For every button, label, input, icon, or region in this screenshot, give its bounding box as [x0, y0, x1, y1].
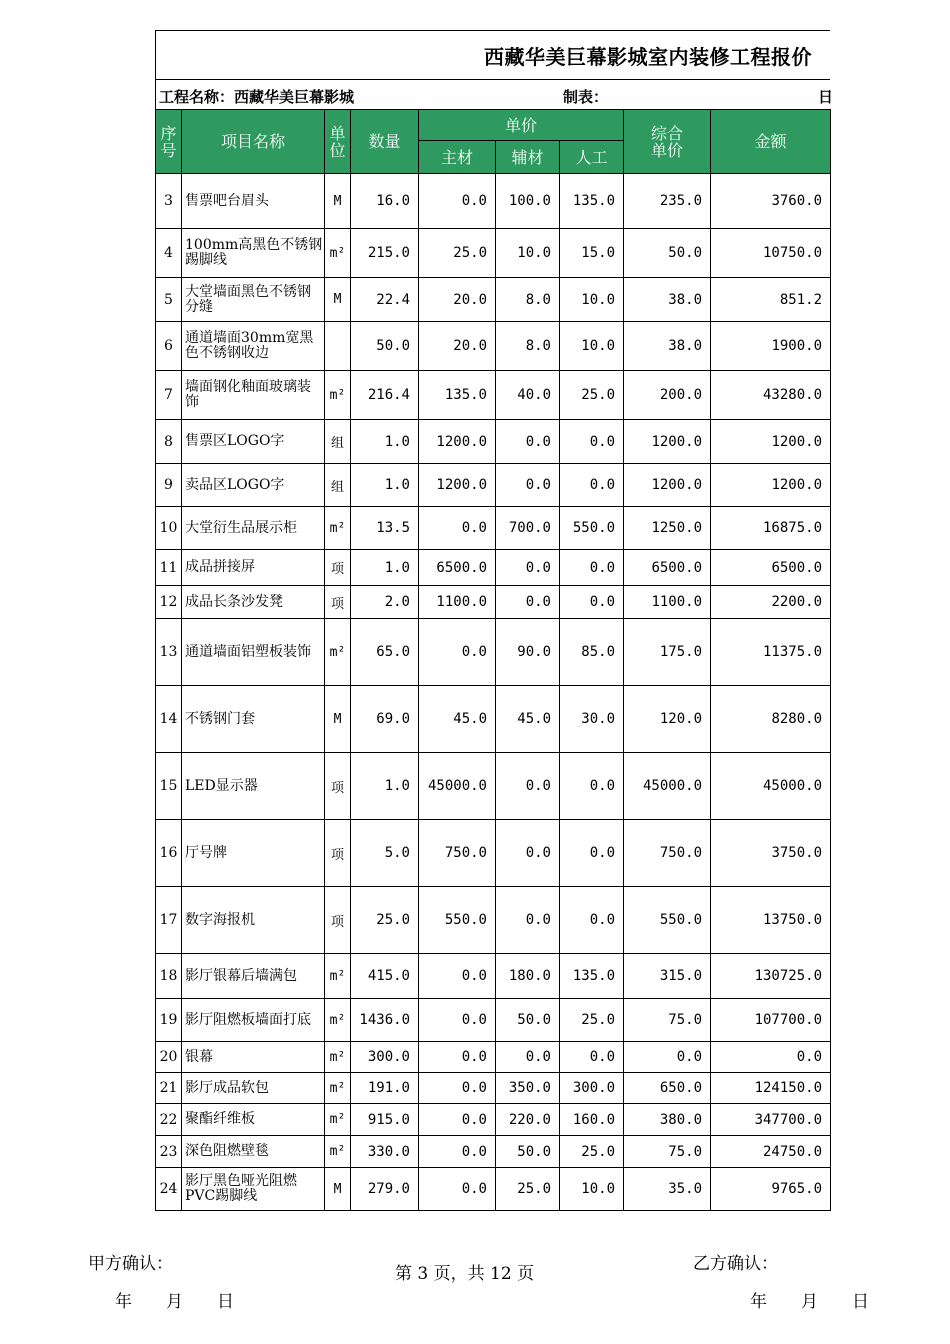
- row-unit: M: [325, 174, 351, 229]
- row-main: 1100.0: [419, 586, 496, 619]
- row-labor: 25.0: [560, 999, 624, 1042]
- row-amount: 851.2: [711, 278, 831, 322]
- row-main: 1200.0: [419, 420, 496, 464]
- row-aux: 8.0: [496, 278, 560, 322]
- row-qty: 215.0: [351, 229, 419, 278]
- row-qty: 22.4: [351, 278, 419, 322]
- row-index: 24: [156, 1168, 182, 1211]
- row-qty: 25.0: [351, 887, 419, 954]
- row-main: 1200.0: [419, 464, 496, 507]
- row-combined: 650.0: [624, 1073, 711, 1104]
- row-aux: 45.0: [496, 686, 560, 753]
- row-unit: m²: [325, 954, 351, 999]
- row-amount: 11375.0: [711, 619, 831, 686]
- row-index: 20: [156, 1042, 182, 1073]
- row-main: 25.0: [419, 229, 496, 278]
- row-unit: m²: [325, 1042, 351, 1073]
- row-aux: 0.0: [496, 1042, 560, 1073]
- row-aux: 50.0: [496, 1136, 560, 1168]
- row-unit: m²: [325, 1136, 351, 1168]
- header-amount: 金额: [711, 110, 831, 174]
- header-name: 项目名称: [182, 110, 325, 174]
- row-unit: 项: [325, 753, 351, 820]
- row-combined: 75.0: [624, 999, 711, 1042]
- row-name: 影厅成品软包: [182, 1073, 325, 1104]
- row-unit: m²: [325, 229, 351, 278]
- quote-table: [155, 109, 831, 1211]
- row-labor: 0.0: [560, 887, 624, 954]
- row-name: 不锈钢门套: [182, 686, 325, 753]
- date-right: 年 月 日: [750, 1292, 869, 1312]
- row-amount: 130725.0: [711, 954, 831, 999]
- row-aux: 0.0: [496, 753, 560, 820]
- table-row: [156, 1073, 831, 1104]
- row-amount: 6500.0: [711, 550, 831, 586]
- row-labor: 10.0: [560, 322, 624, 371]
- row-main: 0.0: [419, 619, 496, 686]
- row-combined: 0.0: [624, 1042, 711, 1073]
- table-row: [156, 322, 831, 371]
- row-main: 0.0: [419, 1136, 496, 1168]
- row-unit: 项: [325, 550, 351, 586]
- row-labor: 10.0: [560, 1168, 624, 1211]
- row-combined: 120.0: [624, 686, 711, 753]
- row-name: 墙面钢化釉面玻璃装饰: [182, 371, 325, 420]
- row-combined: 1250.0: [624, 507, 711, 550]
- row-index: 10: [156, 507, 182, 550]
- row-aux: 25.0: [496, 1168, 560, 1211]
- header-unit-price: 单价: [419, 110, 624, 141]
- row-index: 11: [156, 550, 182, 586]
- row-main: 750.0: [419, 820, 496, 887]
- row-combined: 315.0: [624, 954, 711, 999]
- page-title: 西藏华美巨幕影城室内装修工程报价: [484, 45, 812, 69]
- row-qty: 1436.0: [351, 999, 419, 1042]
- row-index: 17: [156, 887, 182, 954]
- row-aux: 0.0: [496, 420, 560, 464]
- row-combined: 35.0: [624, 1168, 711, 1211]
- row-name: 通道墙面30mm宽黑色不锈钢收边: [182, 322, 325, 371]
- row-index: 19: [156, 999, 182, 1042]
- row-labor: 25.0: [560, 1136, 624, 1168]
- row-qty: 2.0: [351, 586, 419, 619]
- row-index: 14: [156, 686, 182, 753]
- row-qty: 216.4: [351, 371, 419, 420]
- row-combined: 750.0: [624, 820, 711, 887]
- row-index: 3: [156, 174, 182, 229]
- party-b-confirm: 乙方确认：: [693, 1254, 778, 1274]
- header-qty: 数量: [351, 110, 419, 174]
- row-main: 20.0: [419, 278, 496, 322]
- row-qty: 50.0: [351, 322, 419, 371]
- row-aux: 0.0: [496, 586, 560, 619]
- row-unit: m²: [325, 619, 351, 686]
- row-index: 13: [156, 619, 182, 686]
- row-labor: 550.0: [560, 507, 624, 550]
- row-name: 通道墙面铝塑板装饰: [182, 619, 325, 686]
- header-combined: 综合单价: [624, 110, 711, 174]
- row-main: 135.0: [419, 371, 496, 420]
- header-labor: 人工: [560, 141, 624, 174]
- title-row: [155, 30, 830, 79]
- row-combined: 550.0: [624, 887, 711, 954]
- row-combined: 6500.0: [624, 550, 711, 586]
- row-combined: 1200.0: [624, 420, 711, 464]
- table-row: [156, 820, 831, 887]
- row-labor: 15.0: [560, 229, 624, 278]
- row-unit: 项: [325, 586, 351, 619]
- row-labor: 160.0: [560, 1104, 624, 1136]
- row-index: 8: [156, 420, 182, 464]
- table-row: [156, 619, 831, 686]
- row-unit: 项: [325, 820, 351, 887]
- page-indicator: 第 3 页，共 12 页: [395, 1264, 535, 1284]
- row-unit: 项: [325, 887, 351, 954]
- info-row: [155, 79, 834, 109]
- row-labor: 0.0: [560, 464, 624, 507]
- table-row: [156, 753, 831, 820]
- row-index: 16: [156, 820, 182, 887]
- row-main: 0.0: [419, 1104, 496, 1136]
- table-row: [156, 464, 831, 507]
- header-index: 序号: [156, 110, 182, 174]
- table-row: [156, 999, 831, 1042]
- row-name: 大堂墙面黑色不锈钢分缝: [182, 278, 325, 322]
- row-amount: 347700.0: [711, 1104, 831, 1136]
- row-main: 550.0: [419, 887, 496, 954]
- row-main: 0.0: [419, 1168, 496, 1211]
- row-qty: 65.0: [351, 619, 419, 686]
- row-labor: 85.0: [560, 619, 624, 686]
- table-row: [156, 174, 831, 229]
- row-amount: 10750.0: [711, 229, 831, 278]
- row-amount: 45000.0: [711, 753, 831, 820]
- row-name: 大堂衍生品展示柜: [182, 507, 325, 550]
- row-amount: 24750.0: [711, 1136, 831, 1168]
- row-qty: 300.0: [351, 1042, 419, 1073]
- row-name: 售票区LOGO字: [182, 420, 325, 464]
- row-combined: 235.0: [624, 174, 711, 229]
- row-labor: 10.0: [560, 278, 624, 322]
- row-unit: M: [325, 1168, 351, 1211]
- row-main: 6500.0: [419, 550, 496, 586]
- maker-label: 制表：: [563, 88, 609, 106]
- table-row: [156, 586, 831, 619]
- row-unit: m²: [325, 1073, 351, 1104]
- row-index: 18: [156, 954, 182, 999]
- row-name: 厅号牌: [182, 820, 325, 887]
- row-unit: M: [325, 278, 351, 322]
- row-amount: 3760.0: [711, 174, 831, 229]
- row-qty: 1.0: [351, 753, 419, 820]
- table-row: [156, 887, 831, 954]
- row-combined: 50.0: [624, 229, 711, 278]
- table-row: [156, 420, 831, 464]
- row-name: 聚酯纤维板: [182, 1104, 325, 1136]
- row-amount: 124150.0: [711, 1073, 831, 1104]
- row-qty: 13.5: [351, 507, 419, 550]
- table-row: [156, 1042, 831, 1073]
- row-amount: 2200.0: [711, 586, 831, 619]
- row-index: 22: [156, 1104, 182, 1136]
- row-main: 0.0: [419, 507, 496, 550]
- row-qty: 330.0: [351, 1136, 419, 1168]
- row-name: 影厅黑色哑光阻燃PVC踢脚线: [182, 1168, 325, 1211]
- table-row: [156, 954, 831, 999]
- row-labor: 0.0: [560, 1042, 624, 1073]
- row-labor: 300.0: [560, 1073, 624, 1104]
- row-name: 影厅银幕后墙满包: [182, 954, 325, 999]
- table-row: [156, 229, 831, 278]
- row-amount: 1900.0: [711, 322, 831, 371]
- row-amount: 107700.0: [711, 999, 831, 1042]
- row-combined: 45000.0: [624, 753, 711, 820]
- row-index: 7: [156, 371, 182, 420]
- row-qty: 16.0: [351, 174, 419, 229]
- row-aux: 0.0: [496, 820, 560, 887]
- row-qty: 915.0: [351, 1104, 419, 1136]
- row-index: 5: [156, 278, 182, 322]
- header-main: 主材: [419, 141, 496, 174]
- row-unit: m²: [325, 507, 351, 550]
- project-name-label: 工程名称：西藏华美巨幕影城: [159, 88, 355, 106]
- table-row: [156, 1104, 831, 1136]
- table-row: [156, 1168, 831, 1211]
- header-unit: 单位: [325, 110, 351, 174]
- row-combined: 75.0: [624, 1136, 711, 1168]
- row-name: 深色阻燃壁毯: [182, 1136, 325, 1168]
- row-qty: 1.0: [351, 420, 419, 464]
- row-labor: 135.0: [560, 954, 624, 999]
- row-name: 售票吧台眉头: [182, 174, 325, 229]
- row-qty: 415.0: [351, 954, 419, 999]
- row-name: 银幕: [182, 1042, 325, 1073]
- row-name: 100mm高黑色不锈钢踢脚线: [182, 229, 325, 278]
- row-name: LED显示器: [182, 753, 325, 820]
- table-row: [156, 550, 831, 586]
- row-name: 成品长条沙发凳: [182, 586, 325, 619]
- row-labor: 135.0: [560, 174, 624, 229]
- row-amount: 8280.0: [711, 686, 831, 753]
- row-index: 21: [156, 1073, 182, 1104]
- row-main: 20.0: [419, 322, 496, 371]
- row-index: 23: [156, 1136, 182, 1168]
- row-aux: 180.0: [496, 954, 560, 999]
- row-labor: 0.0: [560, 753, 624, 820]
- row-index: 9: [156, 464, 182, 507]
- row-aux: 100.0: [496, 174, 560, 229]
- row-main: 0.0: [419, 1042, 496, 1073]
- row-combined: 1100.0: [624, 586, 711, 619]
- row-unit: M: [325, 686, 351, 753]
- date-label: 日: [818, 88, 834, 106]
- row-qty: 69.0: [351, 686, 419, 753]
- table-row: [156, 1136, 831, 1168]
- row-main: 0.0: [419, 954, 496, 999]
- row-index: 12: [156, 586, 182, 619]
- row-name: 成品拼接屏: [182, 550, 325, 586]
- row-main: 0.0: [419, 174, 496, 229]
- row-aux: 10.0: [496, 229, 560, 278]
- row-combined: 200.0: [624, 371, 711, 420]
- row-aux: 700.0: [496, 507, 560, 550]
- row-amount: 0.0: [711, 1042, 831, 1073]
- row-unit: 组: [325, 420, 351, 464]
- row-main: 0.0: [419, 1073, 496, 1104]
- table-row: [156, 371, 831, 420]
- row-main: 45000.0: [419, 753, 496, 820]
- row-amount: 16875.0: [711, 507, 831, 550]
- row-unit: m²: [325, 371, 351, 420]
- row-combined: 38.0: [624, 322, 711, 371]
- row-unit: m²: [325, 999, 351, 1042]
- table-row: [156, 278, 831, 322]
- row-aux: 8.0: [496, 322, 560, 371]
- row-aux: 0.0: [496, 887, 560, 954]
- row-qty: 5.0: [351, 820, 419, 887]
- row-amount: 1200.0: [711, 420, 831, 464]
- row-amount: 3750.0: [711, 820, 831, 887]
- row-qty: 279.0: [351, 1168, 419, 1211]
- row-index: 4: [156, 229, 182, 278]
- row-combined: 380.0: [624, 1104, 711, 1136]
- row-labor: 30.0: [560, 686, 624, 753]
- row-labor: 0.0: [560, 586, 624, 619]
- row-amount: 13750.0: [711, 887, 831, 954]
- row-combined: 1200.0: [624, 464, 711, 507]
- row-labor: 25.0: [560, 371, 624, 420]
- row-aux: 40.0: [496, 371, 560, 420]
- date-left: 年 月 日: [115, 1292, 234, 1312]
- row-index: 15: [156, 753, 182, 820]
- row-name: 数字海报机: [182, 887, 325, 954]
- row-index: 6: [156, 322, 182, 371]
- row-labor: 0.0: [560, 820, 624, 887]
- row-aux: 0.0: [496, 464, 560, 507]
- row-qty: 1.0: [351, 464, 419, 507]
- row-unit: m²: [325, 1104, 351, 1136]
- row-amount: 9765.0: [711, 1168, 831, 1211]
- row-amount: 43280.0: [711, 371, 831, 420]
- row-aux: 0.0: [496, 550, 560, 586]
- row-amount: 1200.0: [711, 464, 831, 507]
- row-aux: 220.0: [496, 1104, 560, 1136]
- row-main: 45.0: [419, 686, 496, 753]
- row-aux: 90.0: [496, 619, 560, 686]
- row-name: 影厅阻燃板墙面打底: [182, 999, 325, 1042]
- row-aux: 350.0: [496, 1073, 560, 1104]
- party-a-confirm: 甲方确认：: [88, 1254, 173, 1274]
- row-qty: 191.0: [351, 1073, 419, 1104]
- row-labor: 0.0: [560, 420, 624, 464]
- row-combined: 38.0: [624, 278, 711, 322]
- row-unit: 组: [325, 464, 351, 507]
- table-row: [156, 686, 831, 753]
- row-name: 卖品区LOGO字: [182, 464, 325, 507]
- row-main: 0.0: [419, 999, 496, 1042]
- row-unit: [325, 322, 351, 371]
- row-combined: 175.0: [624, 619, 711, 686]
- header-aux: 辅材: [496, 141, 560, 174]
- row-aux: 50.0: [496, 999, 560, 1042]
- row-qty: 1.0: [351, 550, 419, 586]
- row-labor: 0.0: [560, 550, 624, 586]
- table-row: [156, 507, 831, 550]
